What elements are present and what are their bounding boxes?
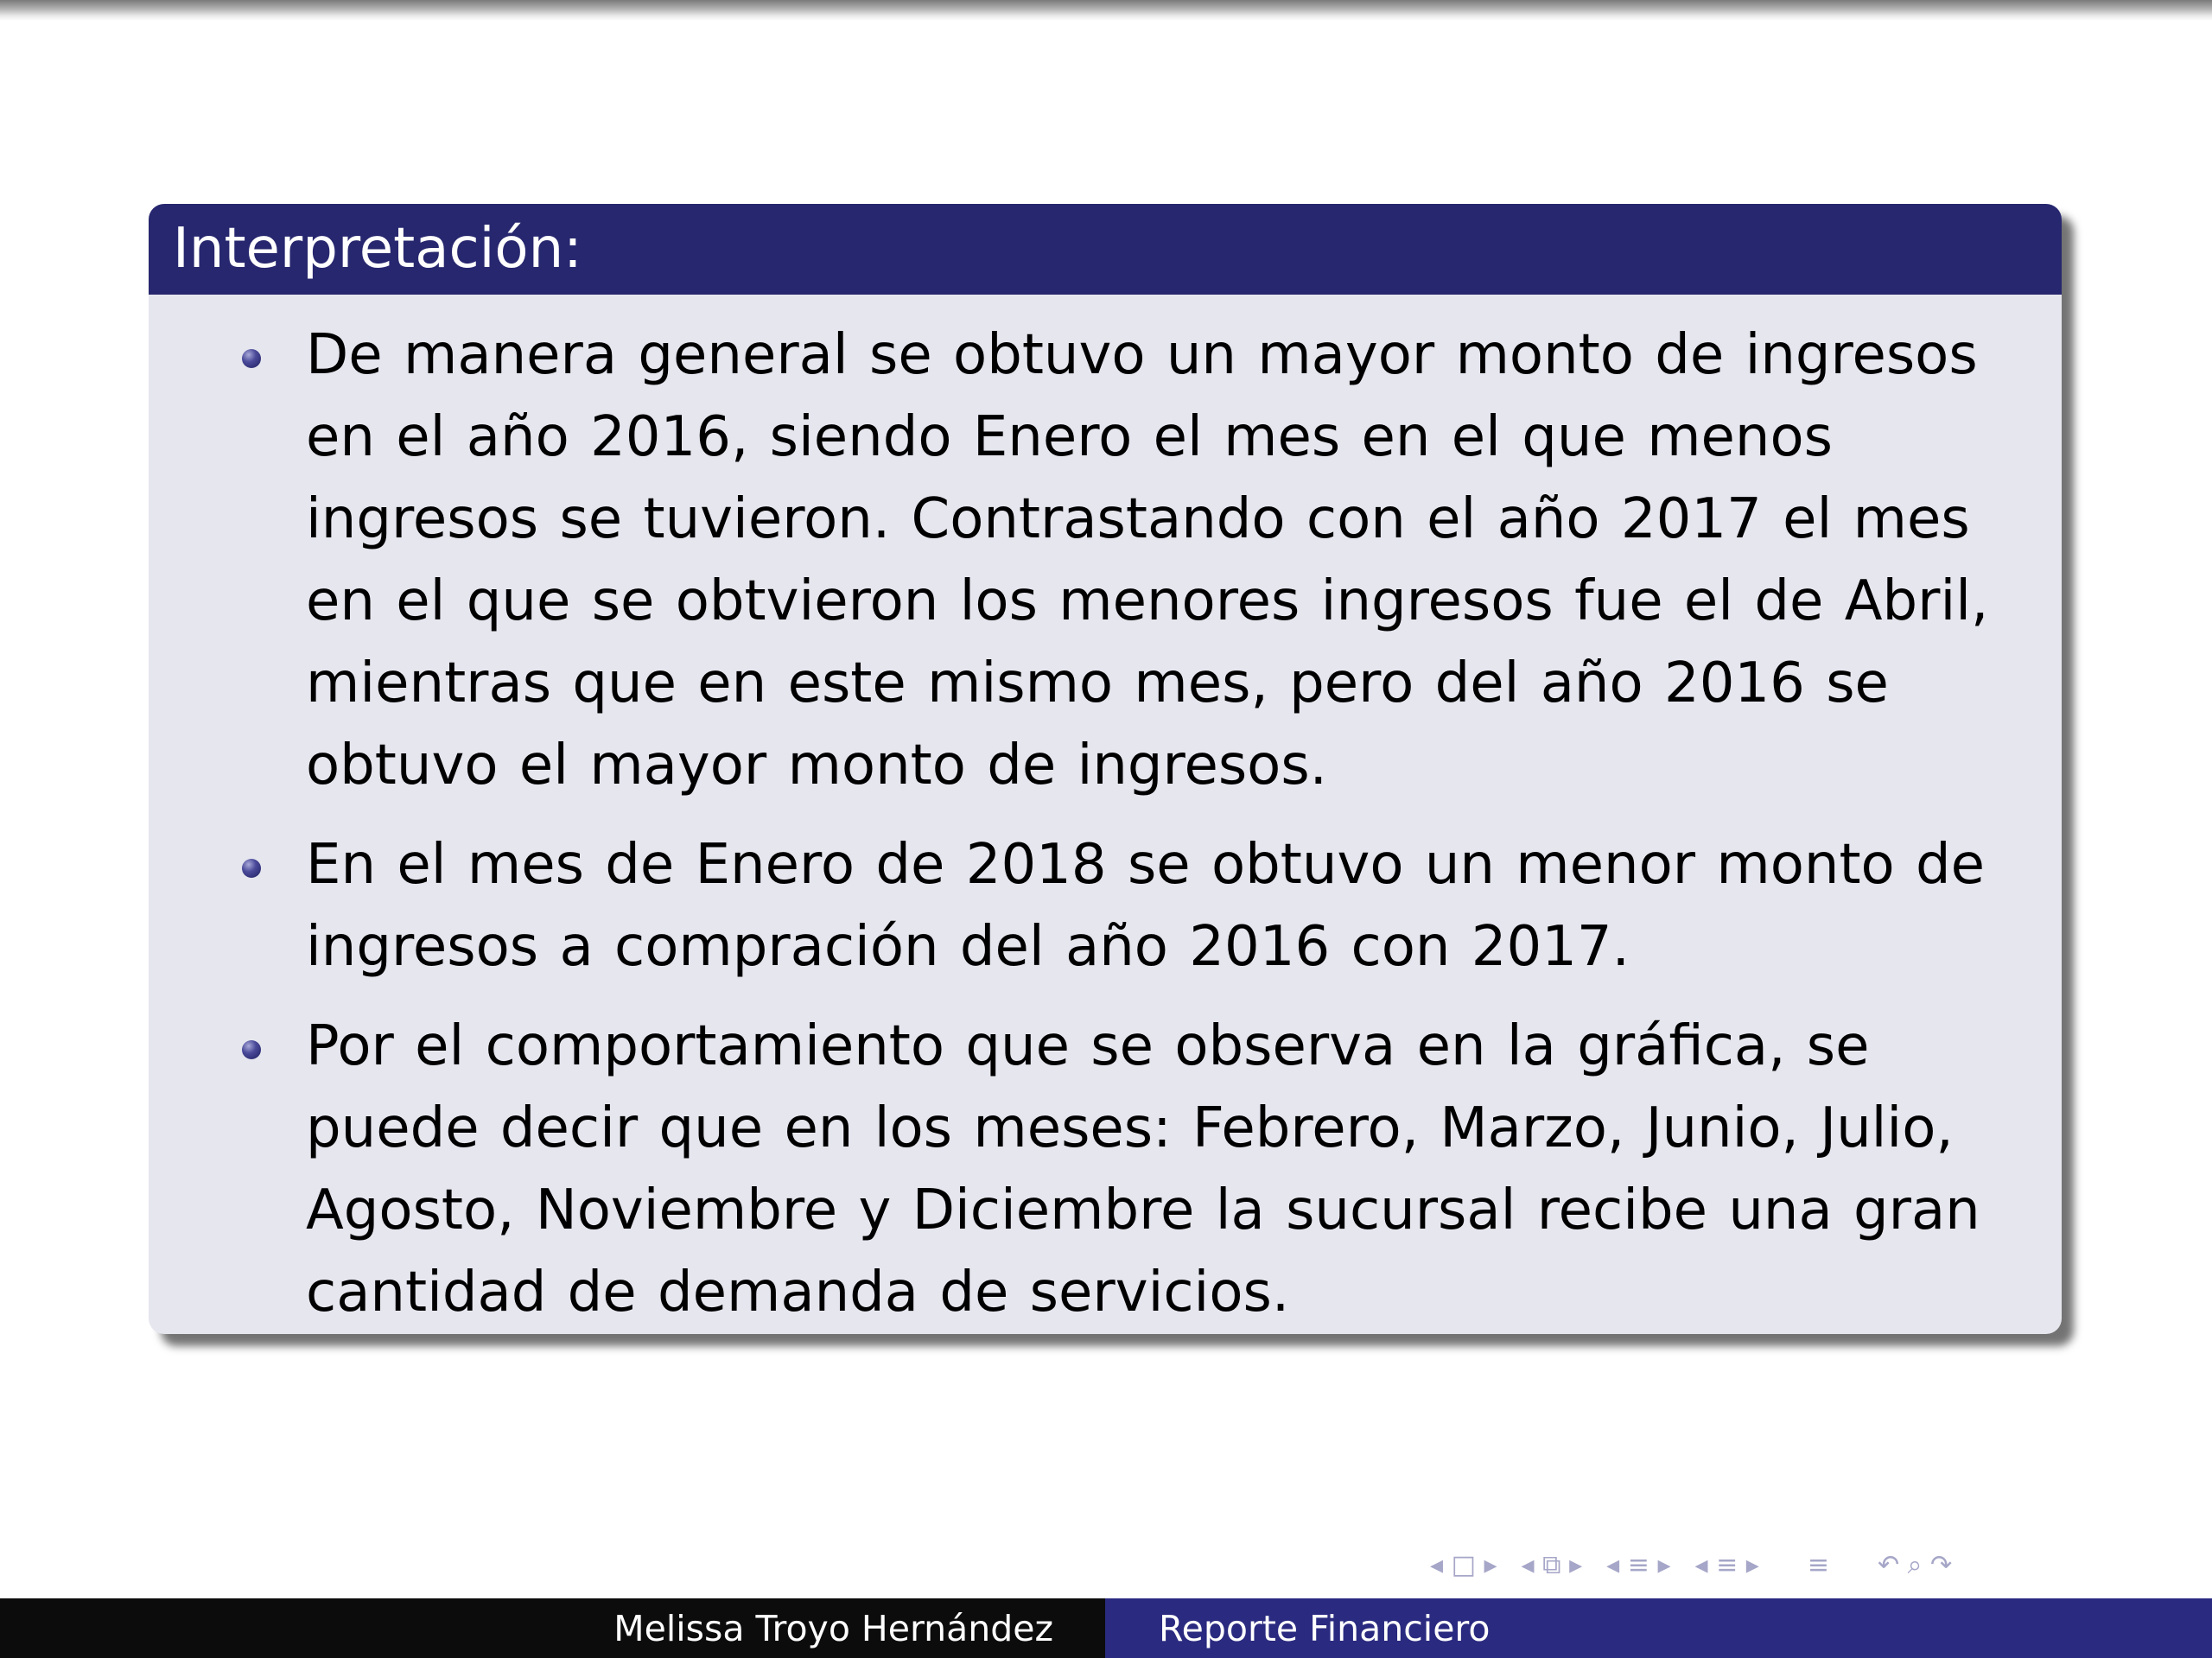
- footer-title: Reporte Financiero: [1105, 1598, 2212, 1658]
- prev-section-icon[interactable]: ◂: [1606, 1550, 1620, 1580]
- footer: [0, 1598, 2212, 1658]
- bullet-icon: [242, 1040, 261, 1059]
- next-subsection-icon[interactable]: ▸: [1569, 1550, 1583, 1580]
- prev-subsection-icon[interactable]: ◂: [1521, 1550, 1535, 1580]
- top-shadow: [0, 0, 2212, 21]
- list-item-text: De manera general se obtuvo un mayor monto de ingresos en el año 2016, siendo Enero el mes en el que menos ingresos se tuvieron. Contrastando con el año 2017 el mes en el que se obtvieron los menores ingresos fue el de Abril, mientras que en este mismo mes, pero del año 2016 se obtuvo el mayor monto de ingresos.: [306, 323, 1989, 797]
- back-icon[interactable]: ↶: [1878, 1550, 1900, 1580]
- section-icon[interactable]: ≡: [1619, 1550, 1658, 1580]
- bullet-list: [149, 314, 2062, 1351]
- list-item-text: En el mes de Enero de 2018 se obtuvo un menor monto de ingresos a compración del año 2016 con 2017.: [306, 833, 1986, 979]
- slide-icon[interactable]: ≡: [1707, 1550, 1746, 1580]
- next-slide-icon[interactable]: ▸: [1745, 1550, 1759, 1580]
- list-item: [149, 314, 2062, 807]
- block-title: Interpretación:: [149, 204, 2062, 295]
- footer-author: Melissa Troyo Hernández: [0, 1598, 1105, 1658]
- list-item: [149, 1006, 2062, 1334]
- subsection-icon[interactable]: ⧉: [1534, 1550, 1570, 1580]
- bullet-icon: [242, 349, 261, 368]
- search-icon[interactable]: ⌕: [1899, 1550, 1931, 1580]
- bullet-icon: [242, 859, 261, 878]
- navigation-bar: [1430, 1548, 2190, 1583]
- next-frame-icon[interactable]: ▸: [1484, 1550, 1497, 1580]
- prev-slide-icon[interactable]: ◂: [1694, 1550, 1708, 1580]
- list-item-text: Por el comportamiento que se observa en la gráfica, se puede decir que en los meses: Febrero, Marzo, Junio, Julio, Agosto, Noviembre y Diciembre la sucursal recibe una gran cantidad de demanda de servicios.: [306, 1014, 1980, 1324]
- forward-icon[interactable]: ↷: [1930, 1550, 1953, 1580]
- frame-icon[interactable]: □: [1443, 1550, 1484, 1580]
- next-section-icon[interactable]: ▸: [1657, 1550, 1671, 1580]
- prev-frame-icon[interactable]: ◂: [1430, 1550, 1444, 1580]
- align-icon[interactable]: ≡: [1807, 1550, 1829, 1580]
- interpretation-block: [149, 204, 2062, 1334]
- list-item: [149, 824, 2062, 988]
